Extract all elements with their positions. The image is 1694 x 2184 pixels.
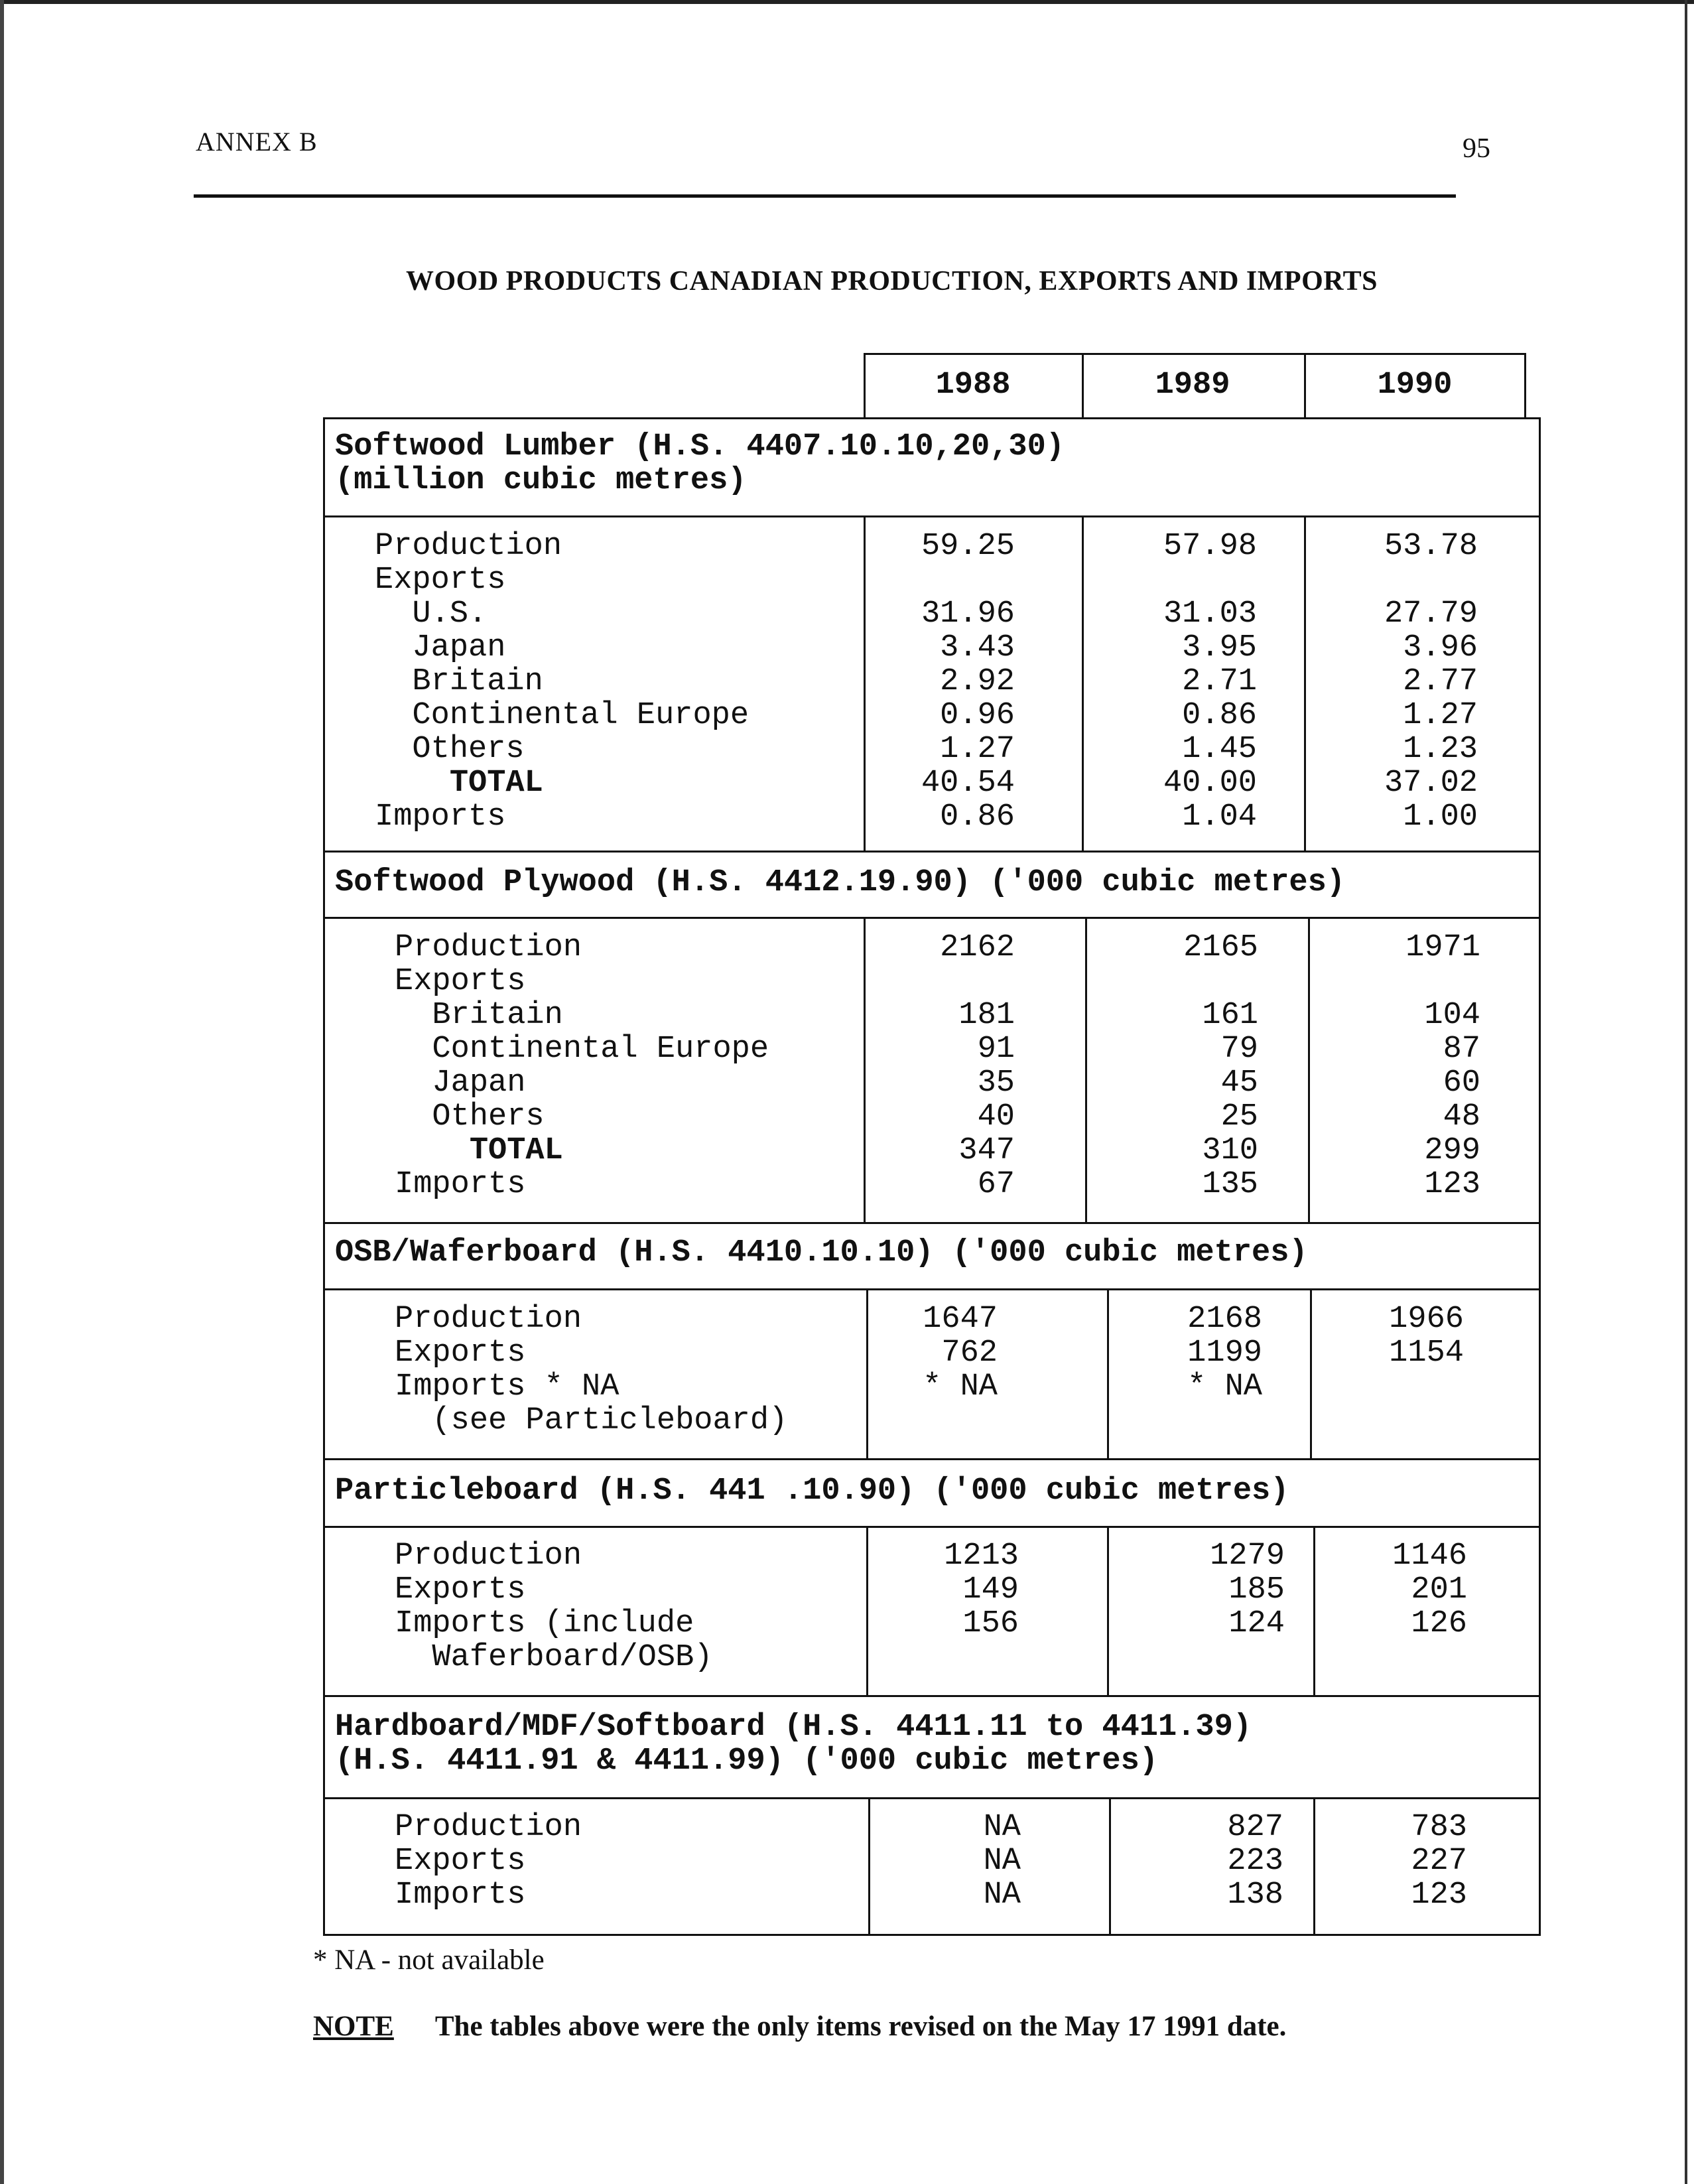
table-rule <box>323 917 1541 919</box>
value-cell: 201 <box>1411 1572 1467 1607</box>
row-labels <box>395 931 769 1201</box>
value-cell: 1966 <box>1389 1302 1464 1337</box>
value-cell: 185 <box>1228 1572 1285 1607</box>
row-label: U.S. <box>375 596 488 632</box>
value-cell: 2.77 <box>1403 664 1478 699</box>
value-cell: 1154 <box>1389 1335 1464 1371</box>
value-cell: 2.71 <box>1182 664 1257 699</box>
row-label: (see Particleboard) <box>395 1403 788 1438</box>
row-label: Continental Europe <box>375 698 749 733</box>
value-cell: 347 <box>958 1133 1015 1168</box>
value-cell <box>864 965 1015 998</box>
row-label: Production <box>395 930 582 965</box>
value-cell: 3.43 <box>940 630 1015 665</box>
value-cell: 1.45 <box>1182 732 1257 767</box>
value-cell: 79 <box>1220 1032 1258 1067</box>
row-label: TOTAL <box>395 1133 563 1168</box>
section-title-osb-waferboard: OSB/Waferboard (H.S. 4410.10.10) ('000 cubic metres) <box>335 1235 1308 1270</box>
row-labels <box>395 1302 787 1438</box>
values-1990 <box>1308 931 1480 1201</box>
value-cell: 87 <box>1443 1032 1480 1067</box>
value-cell: 135 <box>1202 1167 1258 1202</box>
value-cell: 31.96 <box>921 596 1015 632</box>
row-label: Japan <box>375 630 506 665</box>
row-labels <box>375 529 749 834</box>
header-rule <box>194 194 1456 198</box>
value-cell: 37.02 <box>1384 766 1478 801</box>
value-cell <box>1310 1404 1464 1438</box>
row-label: TOTAL <box>375 766 543 801</box>
value-cell: 1279 <box>1210 1538 1285 1574</box>
value-cell: 57.98 <box>1163 529 1257 564</box>
values-1990 <box>1313 1810 1467 1912</box>
value-cell: NA <box>983 1844 1021 1879</box>
value-cell <box>1313 1641 1467 1674</box>
value-cell: NA <box>983 1877 1021 1913</box>
value-cell: 161 <box>1202 998 1258 1033</box>
section-title-hardboard-mdf-softboard: Hardboard/MDF/Softboard (H.S. 4411.11 to 4411.39) (H.S. 4411.91 & 4411.99) ('000 cubic metres) <box>335 1710 1252 1779</box>
section-title-particleboard: Particleboard (H.S. 441 .10.90) ('000 cubic metres) <box>335 1473 1289 1509</box>
row-label: Imports <box>395 1877 526 1913</box>
footnote: * NA - not available <box>313 1945 545 1976</box>
row-label: Waferboard/OSB) <box>395 1640 713 1675</box>
table-rule <box>323 1797 1541 1799</box>
table-rule <box>323 1288 1541 1290</box>
revision-note <box>313 2010 1286 2043</box>
value-cell: 27.79 <box>1384 596 1478 632</box>
value-cell: 67 <box>977 1167 1015 1202</box>
value-cell <box>864 563 1015 597</box>
value-cell: 1.27 <box>940 732 1015 767</box>
value-cell: 2168 <box>1187 1302 1262 1337</box>
value-cell: 123 <box>1424 1167 1480 1202</box>
row-label: Japan <box>395 1065 526 1101</box>
values-1989 <box>1082 529 1257 834</box>
values-1988 <box>864 529 1015 834</box>
row-label: Britain <box>375 664 543 699</box>
value-cell: 31.03 <box>1163 596 1257 632</box>
values-1990 <box>1304 529 1478 834</box>
value-cell: 1146 <box>1392 1538 1467 1574</box>
section-title-softwood-plywood: Softwood Plywood (H.S. 4412.19.90) ('000 cubic metres) <box>335 865 1346 900</box>
row-label: Exports <box>395 964 526 999</box>
values-1990 <box>1313 1539 1467 1674</box>
value-cell <box>1310 1370 1464 1404</box>
value-cell: 1971 <box>1405 930 1480 965</box>
row-label: Production <box>395 1302 582 1337</box>
row-label: Imports <box>395 1167 526 1202</box>
value-cell: 762 <box>941 1335 998 1371</box>
value-cell: 40 <box>977 1099 1015 1134</box>
running-head: ANNEX B <box>196 127 318 157</box>
section-title-softwood-lumber: Softwood Lumber (H.S. 4407.10.10,20,30) (million cubic metres) <box>335 429 1065 498</box>
row-label: Production <box>395 1810 582 1845</box>
page-edge-right <box>1685 0 1687 2184</box>
value-cell: 0.86 <box>1182 698 1257 733</box>
row-labels <box>395 1539 712 1674</box>
value-cell: 227 <box>1411 1844 1467 1879</box>
table-rule <box>323 515 1541 517</box>
value-cell <box>1304 563 1478 597</box>
row-label: Continental Europe <box>395 1032 769 1067</box>
value-cell: 123 <box>1411 1877 1467 1913</box>
value-cell: 40.00 <box>1163 766 1257 801</box>
table-rule <box>323 1458 1541 1460</box>
value-cell: 1.27 <box>1403 698 1478 733</box>
value-cell: 827 <box>1227 1810 1283 1845</box>
row-labels <box>395 1810 582 1912</box>
value-cell: 35 <box>977 1065 1015 1101</box>
value-cell: 0.96 <box>940 698 1015 733</box>
value-cell: 1213 <box>944 1538 1019 1574</box>
value-cell: 91 <box>977 1032 1015 1067</box>
value-cell: 2165 <box>1183 930 1258 965</box>
row-label: Exports <box>395 1572 526 1607</box>
values-1990 <box>1310 1302 1464 1438</box>
value-cell: 2.92 <box>940 664 1015 699</box>
value-cell: 0.86 <box>940 799 1015 835</box>
table-rule <box>323 1526 1541 1528</box>
value-cell: 104 <box>1424 998 1480 1033</box>
table-rule <box>323 1695 1541 1697</box>
row-label: Imports <box>375 799 506 835</box>
value-cell <box>1107 1641 1285 1674</box>
value-cell: 40.54 <box>921 766 1015 801</box>
value-cell: 3.95 <box>1182 630 1257 665</box>
value-cell: 310 <box>1202 1133 1258 1168</box>
values-1989 <box>1085 931 1258 1201</box>
value-cell: 138 <box>1227 1877 1283 1913</box>
value-cell: 156 <box>962 1606 1019 1641</box>
value-cell: 783 <box>1411 1810 1467 1845</box>
value-cell: 2162 <box>940 930 1015 965</box>
value-cell: * NA <box>923 1369 998 1404</box>
value-cell: 59.25 <box>921 529 1015 564</box>
value-cell: 1.23 <box>1403 732 1478 767</box>
values-1988 <box>866 1302 998 1438</box>
row-label: Production <box>395 1538 582 1574</box>
value-cell: 1.04 <box>1182 799 1257 835</box>
values-1989 <box>1109 1810 1283 1912</box>
value-cell: 1.00 <box>1403 799 1478 835</box>
value-cell: 299 <box>1424 1133 1480 1168</box>
value-cell <box>1085 965 1258 998</box>
note-text: The tables above were the only items revised on the May 17 1991 date. <box>434 2011 1287 2042</box>
page-edge-left <box>0 0 4 2184</box>
value-cell <box>1308 965 1480 998</box>
row-label: Others <box>395 1099 545 1134</box>
value-cell <box>1107 1404 1262 1438</box>
values-1989 <box>1107 1302 1262 1438</box>
values-1988 <box>864 931 1015 1201</box>
table-rule <box>323 851 1541 853</box>
value-cell: 181 <box>958 998 1015 1033</box>
page-number: 95 <box>1463 133 1490 164</box>
row-label: Production <box>375 529 562 564</box>
value-cell <box>1082 563 1257 597</box>
value-cell: 53.78 <box>1384 529 1478 564</box>
row-label: Britain <box>395 998 563 1033</box>
value-cell: 126 <box>1411 1606 1467 1641</box>
value-cell: 25 <box>1220 1099 1258 1134</box>
year-header-1990: 1990 <box>1377 368 1453 403</box>
value-cell: 60 <box>1443 1065 1480 1101</box>
value-cell: 48 <box>1443 1099 1480 1134</box>
table-rule <box>323 1222 1541 1224</box>
row-label: Imports (include <box>395 1606 694 1641</box>
note-label: NOTE <box>313 2011 394 2042</box>
value-cell: 45 <box>1220 1065 1258 1101</box>
values-1989 <box>1107 1539 1285 1674</box>
value-cell: 223 <box>1227 1844 1283 1879</box>
value-cell: * NA <box>1187 1369 1262 1404</box>
values-1988 <box>868 1810 1021 1912</box>
row-label: Others <box>375 732 525 767</box>
values-1988 <box>866 1539 1019 1674</box>
year-header-1988: 1988 <box>935 368 1011 403</box>
row-label: Exports <box>375 563 506 598</box>
document-title: WOOD PRODUCTS CANADIAN PRODUCTION, EXPORTS AND IMPORTS <box>406 266 1378 297</box>
page-edge-top <box>0 0 1694 4</box>
value-cell: 1199 <box>1187 1335 1262 1371</box>
value-cell: 1647 <box>923 1302 998 1337</box>
value-cell: 124 <box>1228 1606 1285 1641</box>
year-header-1989: 1989 <box>1155 368 1230 403</box>
row-label: Imports * NA <box>395 1369 619 1404</box>
row-label: Exports <box>395 1335 526 1371</box>
value-cell <box>866 1404 998 1438</box>
row-label: Exports <box>395 1844 526 1879</box>
value-cell: 149 <box>962 1572 1019 1607</box>
value-cell <box>866 1641 1019 1674</box>
value-cell: 3.96 <box>1403 630 1478 665</box>
value-cell: NA <box>983 1810 1021 1845</box>
